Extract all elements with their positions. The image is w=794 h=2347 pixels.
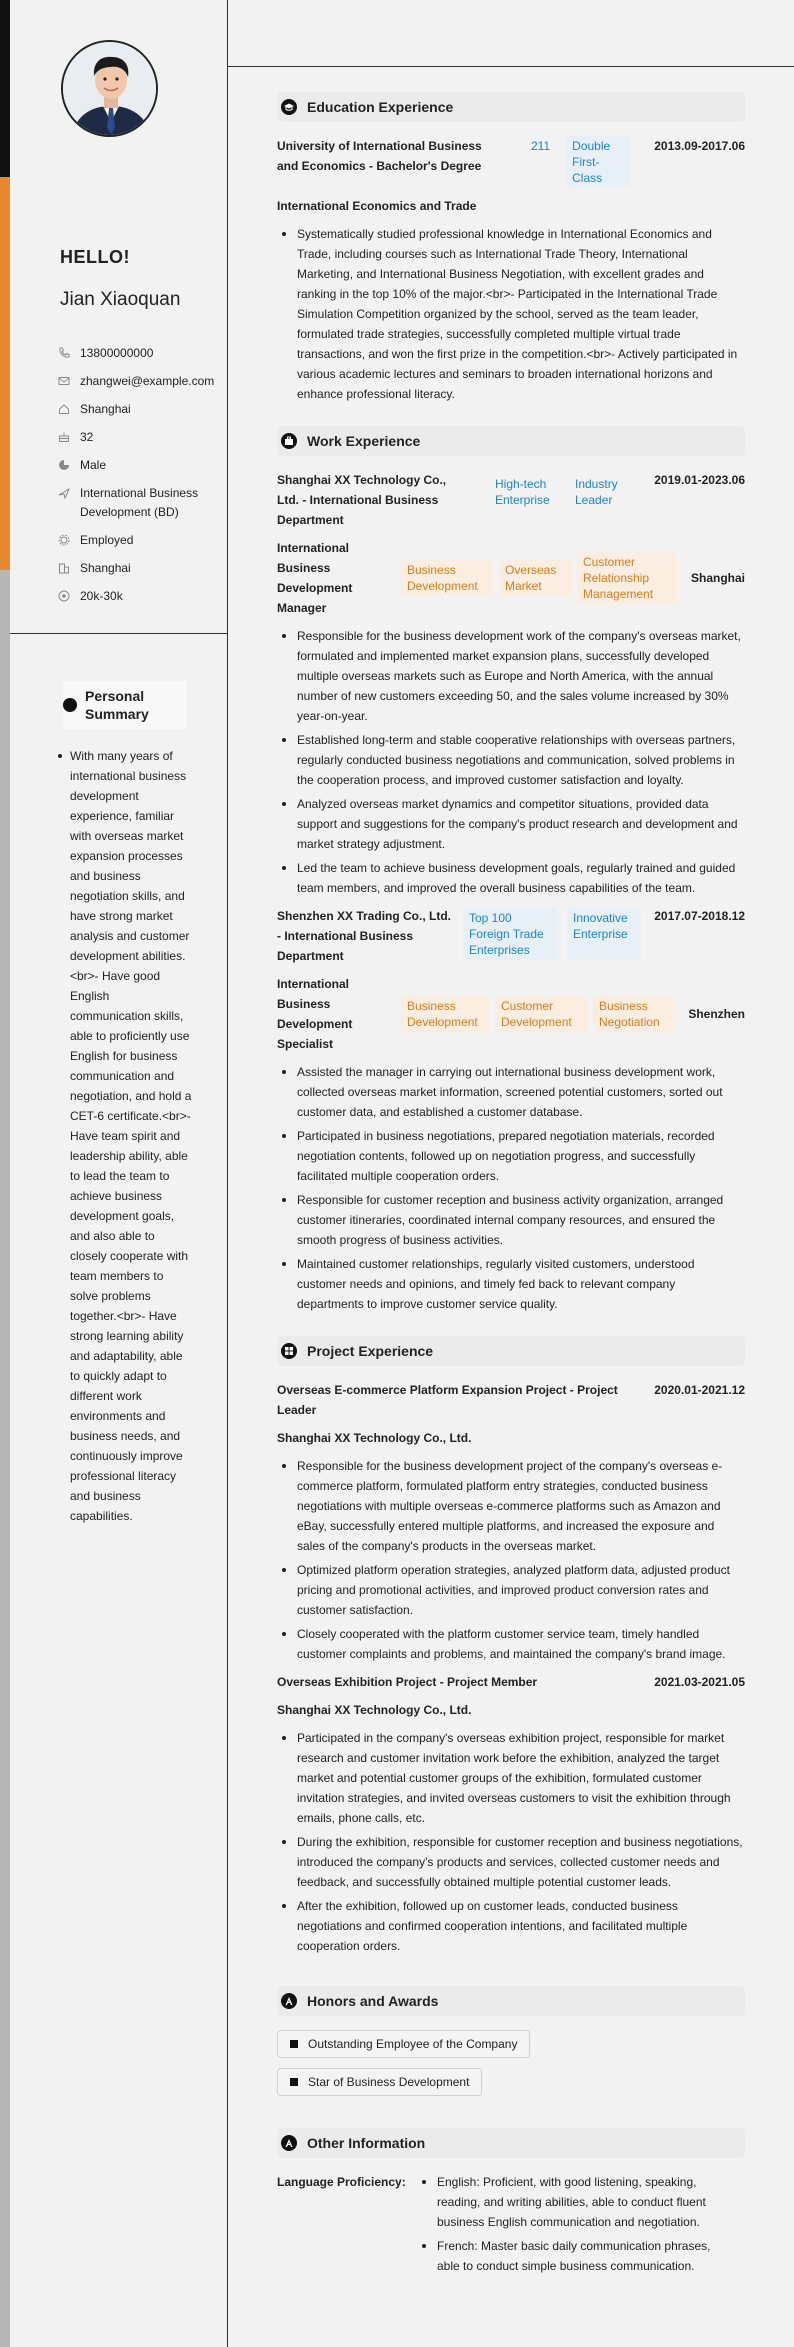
- phone-icon: [58, 347, 70, 359]
- info-target-role: [58, 484, 236, 522]
- other-heading-text: Other Information: [307, 2135, 426, 2151]
- info-email: [58, 372, 236, 391]
- position-row: [277, 974, 745, 1054]
- project-bullet: Responsible for the business development project of the company's overseas e-commerce platform, formulated platform entry strategies, conducted business negotiations with multiple overseas e-commerce platforms such as Amazon and eBay, successfully entered multiple platforms, and increased the exposure and sales of the company's products in the overseas market.: [277, 1456, 745, 1556]
- job-date: 2017.07-2018.12: [654, 909, 745, 923]
- project-company: Shanghai XX Technology Co., Ltd.: [277, 1431, 472, 1445]
- award-icon: [281, 1993, 297, 2009]
- education-date: 2013.09-2017.06: [654, 139, 745, 153]
- job-city: Shanghai: [690, 571, 745, 585]
- company-tag: Innovative Enterprise: [567, 908, 641, 960]
- work-section: [277, 426, 745, 1314]
- avatar: [61, 40, 158, 137]
- project-entry: [277, 1380, 745, 1664]
- job-date: 2019.01-2023.06: [654, 473, 745, 487]
- home-icon: [58, 403, 70, 415]
- job-bullets: [277, 1062, 745, 1314]
- education-bullets: [277, 224, 745, 404]
- project-bullet: Participated in the company's overseas exhibition project, responsible for market research and customer invitation work before the exhibition, analyzed the target market and potential customer groups of the exhibition, formulated customer invitation strategies, and invited overseas customers to visit the exhibition through emails, phone calls, etc.: [277, 1728, 745, 1828]
- language-item: French: Master basic daily communication phrases, able to conduct simple business communication.: [417, 2236, 727, 2276]
- avatar-portrait-icon: [63, 42, 158, 137]
- projects-heading-text: Project Experience: [307, 1343, 434, 1359]
- project-bullet: During the exhibition, responsible for customer reception and business negotiations, introduced the company's products and services, collected customer needs and feedback, and successfully obtained multiple potential customer leads.: [277, 1832, 745, 1892]
- project-company: Shanghai XX Technology Co., Ltd.: [277, 1703, 472, 1717]
- position-tag: Business Negotiation: [593, 996, 673, 1032]
- info-city: [58, 559, 236, 578]
- info-email-text: zhangwei@example.com: [80, 374, 215, 388]
- status-icon: [58, 534, 70, 546]
- summary-heading: [63, 681, 187, 729]
- other-heading: [277, 2128, 745, 2158]
- job-bullet: Maintained customer relationships, regularly visited customers, understood customer needs and opinions, and timely fed back to relevant company departments to improve customer service quality.: [277, 1254, 745, 1314]
- company-tag: Top 100 Foreign Trade Enterprises: [463, 908, 557, 960]
- salary-icon: [58, 590, 70, 602]
- info-target-role-text: International Business Development (BD): [80, 486, 199, 519]
- language-label: Language Proficiency:: [277, 2175, 406, 2189]
- info-phone-text: 13800000000: [80, 346, 154, 360]
- awards-section: [277, 1986, 745, 2106]
- gender-icon: [58, 459, 70, 471]
- grid-icon: [281, 1343, 297, 1359]
- sidebar-divider: [10, 633, 228, 634]
- info-age-text: 32: [80, 430, 94, 444]
- greeting-heading: HELLO!: [60, 247, 130, 267]
- info-icon: [281, 2135, 297, 2151]
- education-heading: [277, 92, 745, 122]
- education-entry-header: [277, 136, 745, 188]
- project-name: Overseas Exhibition Project - Project Member: [277, 1675, 538, 1689]
- position-title: International Business Development Specialist: [277, 977, 353, 1051]
- summary-heading-text: Personal Summary: [85, 688, 149, 722]
- sidebar: [10, 0, 228, 2347]
- info-status-text: Employed: [80, 533, 134, 547]
- project-bullets: [277, 1728, 745, 1956]
- position-tag: Customer Development: [495, 996, 587, 1032]
- school-tag: 211: [531, 139, 551, 153]
- award-text: Outstanding Employee of the Company: [308, 2037, 518, 2051]
- info-salary: [58, 587, 236, 606]
- info-city-text: Shanghai: [80, 561, 131, 575]
- project-bullet: Closely cooperated with the platform customer service team, timely handled customer complaints and problems, and maintained the company's brand image.: [277, 1624, 745, 1664]
- project-header: [277, 1380, 745, 1420]
- project-bullet: Optimized platform operation strategies, analyzed platform data, adjusted product pricing and promotional activities, and improved product conversion rates and customer satisfaction.: [277, 1560, 745, 1620]
- graduation-cap-icon: [281, 99, 297, 115]
- info-gender: [58, 456, 236, 475]
- language-row: [277, 2172, 745, 2288]
- work-heading-text: Work Experience: [307, 433, 421, 449]
- company-name: Shanghai XX Technology Co., Ltd. - International Business Department: [277, 473, 447, 527]
- company-tag: Industry Leader: [575, 477, 618, 507]
- summary-section-icon: [63, 698, 77, 712]
- job-bullet: Participated in business negotiations, prepared negotiation materials, recorded negotiation contents, followed up on negotiation progress, and successfully facilitated multiple cooperation orders.: [277, 1126, 745, 1186]
- job-entry: [277, 470, 745, 898]
- project-entry: [277, 1672, 745, 1956]
- project-date: 2021.03-2021.05: [654, 1675, 745, 1689]
- school-name: University of International Business and Economics - Bachelor's Degree: [277, 139, 482, 173]
- info-hometown-text: Shanghai: [80, 402, 131, 416]
- school-tag: Double First-Class: [566, 136, 630, 188]
- position-row: [277, 538, 745, 618]
- job-bullets: [277, 626, 745, 898]
- age-icon: [58, 431, 70, 443]
- summary-item: With many years of international business development experience, familiar with overseas market expansion processes and business negotiation skills, and have strong market analysis and customer development abilities.<br>- Have good English communication skills, able to proficiently use English for business communication and negotiation, and hold a CET-6 certificate.<br>- Have team spirit and leadership ability, able to lead the team to achieve business development goals, and also able to closely cooperate with team members to solve problems together.<br>- Have strong learning ability and adaptability, able to quickly adapt to different work environments and business needs, and continuously improve professional literacy and business capabilities.: [52, 746, 192, 1526]
- awards-heading: [277, 1986, 745, 2016]
- position-tag: Customer Relationship Management: [577, 552, 677, 604]
- project-bullet: After the exhibition, followed up on customer leads, conducted business negotiations and confirmed cooperation intentions, and facilitated multiple cooperation orders.: [277, 1896, 745, 1956]
- candidate-name: Jian Xiaoquan: [60, 289, 181, 310]
- target-icon: [58, 487, 70, 499]
- other-section: [277, 2128, 745, 2288]
- job-bullet: Assisted the manager in carrying out international business development work, collected overseas market information, screened potential customers, sorted out customer data, and established a customer database.: [277, 1062, 745, 1122]
- job-bullet: Established long-term and stable cooperative relationships with overseas partners, regularly conducted business negotiations and communication, solved problems in the cooperation process, and improved customer satisfaction and loyalty.: [277, 730, 745, 790]
- briefcase-icon: [281, 433, 297, 449]
- job-entry: [277, 906, 745, 1314]
- project-name: Overseas E-commerce Platform Expansion Project - Project Leader: [277, 1383, 618, 1417]
- position-title: International Business Development Manager: [277, 541, 353, 615]
- work-heading: [277, 426, 745, 456]
- language-list: [417, 2172, 727, 2280]
- info-status: [58, 531, 236, 550]
- job-city: Shenzhen: [688, 1007, 745, 1021]
- language-item: English: Proficient, with good listening, speaking, reading, and writing abilities, able to conduct fluent business English communication and negotiation.: [417, 2172, 727, 2232]
- job-bullet: Led the team to achieve business development goals, regularly trained and guided team members, and improved the overall business capabilities of the team.: [277, 858, 745, 898]
- job-header: [277, 906, 745, 966]
- position-tag: Business Development: [401, 996, 489, 1032]
- project-bullets: [277, 1456, 745, 1664]
- company-name: Shenzhen XX Trading Co., Ltd. - International Business Department: [277, 909, 452, 963]
- award-bullet-icon: [290, 2078, 298, 2086]
- info-gender-text: Male: [80, 458, 107, 472]
- info-salary-text: 20k-30k: [80, 589, 123, 603]
- job-header: [277, 470, 745, 530]
- award-item: [277, 2068, 482, 2096]
- job-bullet: Responsible for the business development work of the company's overseas market, formulated and implemented market expansion plans, successfully developed multiple overseas markets such as Europe and North America, with the annual number of new customers exceeding 50, and the sales volume increased by 30% year-on-year.: [277, 626, 745, 726]
- projects-heading: [277, 1336, 745, 1366]
- header-rule: [228, 66, 794, 67]
- job-bullet: Analyzed overseas market dynamics and competitor situations, provided data support and suggestions for the company's product research and development and market strategy adjustment.: [277, 794, 745, 854]
- building-icon: [58, 562, 70, 574]
- project-date: 2020.01-2021.12: [654, 1383, 745, 1397]
- info-hometown: [58, 400, 236, 419]
- edge-accent-orange: [0, 177, 10, 570]
- education-section: [277, 92, 745, 404]
- award-text: Star of Business Development: [308, 2075, 470, 2089]
- company-tag: High-tech Enterprise: [495, 477, 550, 507]
- info-age: [58, 428, 236, 447]
- position-tag: Overseas Market: [499, 560, 571, 596]
- job-bullet: Responsible for customer reception and business activity organization, arranged customer itineraries, coordinated internal company resources, and ensured the smooth progress of business activities.: [277, 1190, 745, 1250]
- summary-list: [52, 746, 192, 1526]
- info-phone: [58, 344, 236, 363]
- main-content: [277, 92, 745, 2310]
- award-item: [277, 2030, 530, 2058]
- education-heading-text: Education Experience: [307, 99, 454, 115]
- mail-icon: [58, 375, 70, 387]
- contact-info-list: [58, 344, 236, 615]
- award-bullet-icon: [290, 2040, 298, 2048]
- awards-heading-text: Honors and Awards: [307, 1993, 439, 2009]
- education-bullet: Systematically studied professional knowledge in International Economics and Trade, including courses such as International Trade Theory, International Marketing, and International Business Negotiation, with excellent grades and ranking in the top 10% of the major.<br>- Participated in the International Trade Simulation Competition organized by the school, served as the team leader, formulated trade strategies, successfully completed multiple virtual trade transactions, and won the first prize in the competition.<br>- Actively participated in various academic lectures and seminars to broaden international horizons and enhance professional literacy.: [277, 224, 745, 404]
- edge-accent-black: [0, 0, 10, 177]
- position-tag: Business Development: [401, 560, 493, 596]
- projects-section: [277, 1336, 745, 1956]
- project-header: [277, 1672, 745, 1692]
- education-major: International Economics and Trade: [277, 199, 477, 213]
